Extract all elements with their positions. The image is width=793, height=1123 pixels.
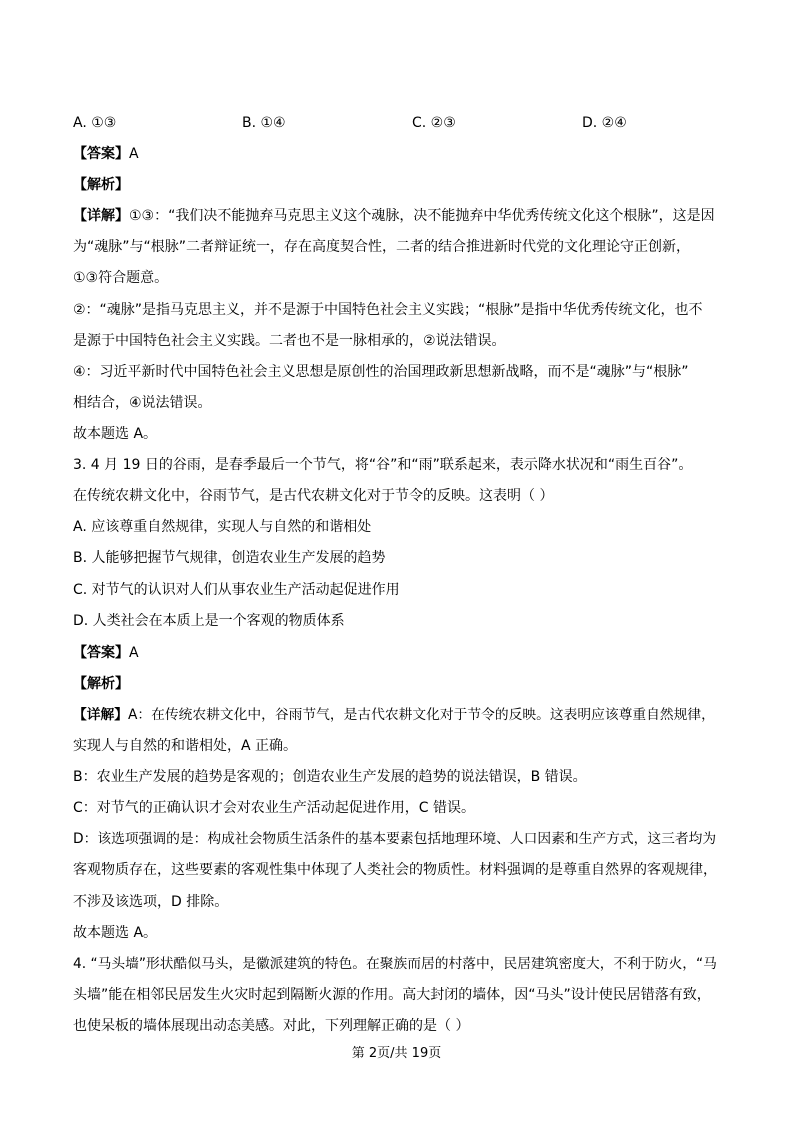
q2-detail-line-5: 是源于中国特色社会主义实践。二者也不是一脉相承的，②说法错误。: [73, 333, 506, 349]
q3-detail-line-4: C：对节气的正确认识才会对农业生产活动起促进作用，C 错误。: [73, 800, 475, 816]
detail-tag: 【详解】: [73, 707, 129, 723]
q3-stem-line-2: 在传统农耕文化中，谷雨节气，是古代农耕文化对于节令的反映。这表明（ ）: [73, 488, 554, 504]
q2-detail-line-2: 为“魂脉”与“根脉”二者辩证统一，存在高度契合性，二者的结合推进新时代党的文化理论守正创新，: [73, 239, 691, 255]
q3-detail-line-1: [73, 705, 723, 725]
analysis-tag: 【解析】: [73, 177, 129, 193]
q4-stem-line-3: 也使呆板的墙体展现出动态美感。对此，下列理解正确的是（ ）: [73, 1018, 470, 1034]
answer-tag: 【答案】: [73, 146, 129, 162]
q2-option-b: B. ①④: [242, 115, 286, 131]
detail-tag: 【详解】: [73, 208, 129, 224]
q3-detail-line-7: 不涉及该选项，D 排除。: [73, 894, 229, 910]
q2-detail-line-4: ②：“魂脉”是指马克思主义，并不是源于中国特色社会主义实践；“根脉”是指中华优秀传统文化，也不: [73, 302, 703, 318]
q3-option-c: C. 对节气的认识对人们从事农业生产活动起促进作用: [73, 582, 400, 598]
q3-option-d: D. 人类社会在本质上是一个客观的物质体系: [73, 613, 345, 629]
q3-option-a: A. 应该尊重自然规律，实现人与自然的和谐相处: [73, 519, 372, 535]
q3-detail-line-3: B：农业生产发展的趋势是客观的；创造农业生产发展的趋势的说法错误，B 错误。: [73, 769, 587, 785]
q3-conclusion: 故本题选 A。: [73, 925, 158, 941]
q4-stem-line-1: 4. “马头墙”形状酷似马头，是徽派建筑的特色。在聚族而居的村落中，民居建筑密度大，不利于防火，“马: [73, 956, 717, 972]
q3-detail-line-5: D：该选项强调的是：构成社会物质生活条件的基本要素包括地理环境、人口因素和生产方式，这三者均为: [73, 831, 717, 847]
q3-option-b: B. 人能够把握节气规律，创造农业生产发展的趋势: [73, 550, 386, 566]
detail-text: A：在传统农耕文化中，谷雨节气，是古代农耕文化对于节令的反映。这表明应该尊重自然规律，: [128, 707, 715, 723]
page-footer: 第 2页/共 19页: [351, 1046, 442, 1061]
q2-analysis-heading: [73, 175, 723, 195]
q2-detail-line-3: ①③符合题意。: [73, 270, 169, 286]
q3-answer: [73, 643, 723, 663]
q2-option-d: D. ②④: [582, 115, 627, 131]
q3-analysis-heading: [73, 674, 723, 694]
detail-text: ①③：“我们决不能抛弃马克思主义这个魂脉，决不能抛弃中华优秀传统文化这个根脉”，这是因: [129, 208, 715, 224]
q3-stem-line-1: 3. 4 月 19 日的谷雨，是春季最后一个节气，将“谷”和“雨”联系起来，表示降水状况和“雨生百谷”。: [73, 457, 693, 473]
q2-answer: [73, 144, 723, 164]
answer-value: A: [129, 146, 139, 162]
q2-conclusion: 故本题选 A。: [73, 426, 158, 442]
q4-stem-line-2: 头墙”能在相邻民居发生火灾时起到隔断火源的作用。高大封闭的墙体，因“马头”设计使民居错落有致，: [73, 987, 711, 1003]
q3-detail-line-2: 实现人与自然的和谐相处，A 正确。: [73, 738, 298, 754]
q3-detail-line-6: 客观物质存在，这些要素的客观性集中体现了人类社会的物质性。材料强调的是尊重自然界的客观规律，: [73, 862, 717, 878]
q2-detail-line-7: 相结合，④说法错误。: [73, 395, 212, 411]
q2-option-a: A. ①③: [73, 115, 117, 131]
answer-value: A: [129, 645, 139, 661]
analysis-tag: 【解析】: [73, 676, 129, 692]
q2-detail-line-1: [73, 206, 723, 226]
q2-option-c: C. ②③: [412, 115, 456, 131]
answer-tag: 【答案】: [73, 645, 129, 661]
q2-detail-line-6: ④：习近平新时代中国特色社会主义思想是原创性的治国理政新思想新战略，而不是“魂脉”与“根脉”: [73, 364, 689, 380]
